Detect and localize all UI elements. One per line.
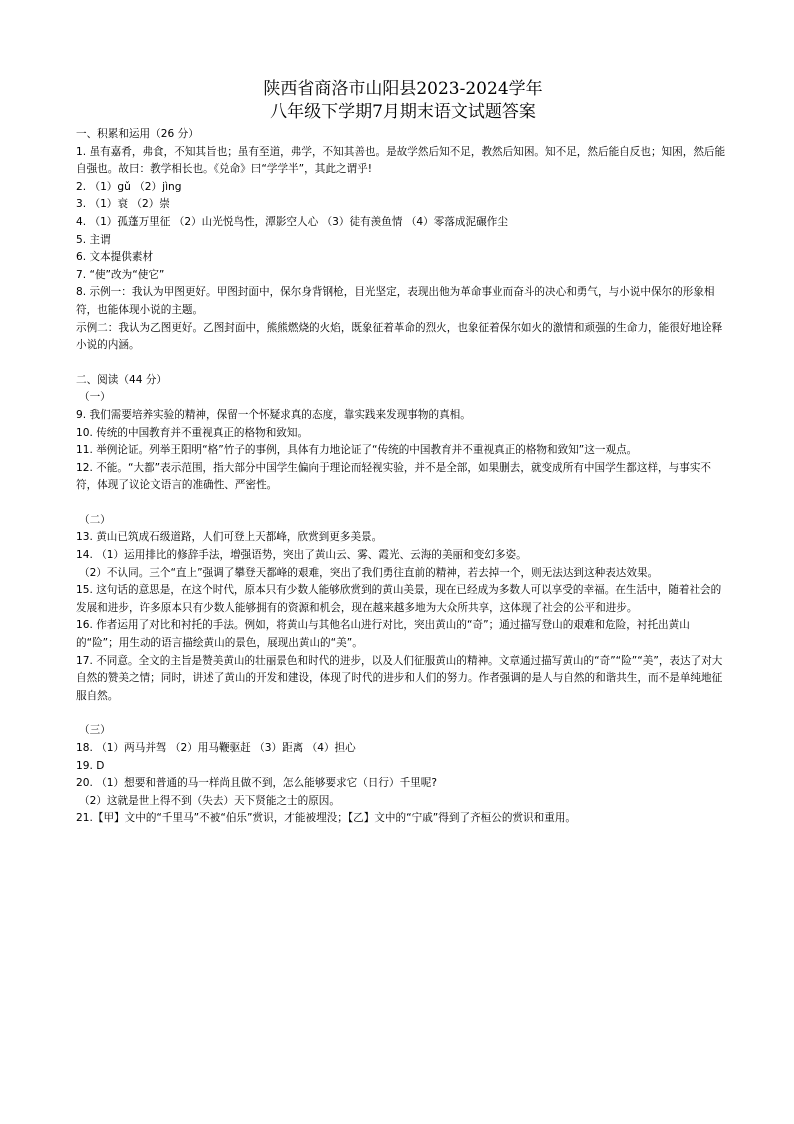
answer-item: 16. 作者运用了对比和衬托的手法。例如，将黄山与其他名山进行对比，突出黄山的“奇”；通过描写登山的艰难和危险，衬托出黄山的“险”；用生动的语言描绘黄山的景色，展现出黄山的“美”。	[76, 619, 690, 650]
section-heading-accumulation: 一、积累和运用（26 分）	[76, 128, 199, 140]
answer-item: 3. （1）衰 （2）崇	[76, 198, 170, 211]
subsection-label-3: （三）	[79, 724, 111, 737]
answer-item: 9. 我们需要培养实验的精神，保留一个怀疑求真的态度，靠实践来发现事物的真相。	[76, 408, 471, 421]
answer-item: 7. “使”改为“使它”	[76, 268, 165, 281]
subsection-label-2: （二）	[79, 513, 111, 526]
answer-item: 5. 主谓	[76, 233, 111, 246]
answer-item: 15. 这句话的意思是，在这个时代，原本只有少数人能够欣赏到的黄山美景，现在已经成为多数人可以享受的幸福。在生活中，随着社会的发展和进步，许多原本只有少数人能够拥有的资源和机会，现在越来越多地为大众所共享，这体现了社会的公平和进步。	[76, 584, 722, 614]
answer-item: 10. 传统的中国教育并不重视真正的格物和致知。	[76, 426, 309, 439]
answer-item: 8. 示例一：我认为甲图更好。甲图封面中，保尔身背钢枪，目光坚定，表现出他为革命事业而奋斗的决心和勇气，与小说中保尔的形象相符，也能体现小说的主题。	[76, 286, 715, 316]
answer-item: 21.【甲】文中的“千里马”不被“伯乐”赏识，才能被埋没；【乙】文中的“宁戚”得到了齐桓公的赏识和重用。	[76, 812, 577, 825]
answer-item: （2）这就是世上得不到（失去）天下贤能之士的原因。	[79, 794, 340, 807]
subsection-label-1: （一）	[79, 391, 111, 404]
spacer	[76, 355, 730, 372]
title-line-1: 陕西省商洛市山阳县2023-2024学年	[263, 79, 543, 99]
answer-item: 17. 不同意。全文的主旨是赞美黄山的壮丽景色和时代的进步，以及人们征服黄山的精神。文章通过描写黄山的“奇”“险”“美”，表达了对大自然的赞美之情；同时，讲述了黄山的开发和建设，体现了时代的进步和人们的努力。作者强调的是人与自然的和谐共生，而不是单纯地征服自然。	[76, 654, 723, 702]
answer-item: （2）不认同。三个“直上”强调了攀登天都峰的艰难，突出了我们勇往直前的精神，若去掉一个，则无法达到这种表达效果。	[79, 566, 659, 579]
section-heading-reading: 二、阅读（44 分）	[76, 373, 168, 386]
spacer	[76, 495, 730, 512]
spacer	[76, 705, 730, 722]
document-title	[76, 78, 730, 124]
answer-item: 12. 不能。“大都”表示范围，指大部分中国学生偏向于理论而轻视实验，并不是全部，如果删去，就变成所有中国学生都这样，与事实不符，体现了议论文语言的准确性、严密性。	[76, 461, 712, 492]
answer-item: 示例二：我认为乙图更好。乙图封面中，熊熊燃烧的火焰，既象征着革命的烈火，也象征着保尔如火的激情和顽强的生命力，能很好地诠释小说的内涵。	[76, 321, 723, 352]
answer-item: 13. 黄山已筑成石级道路，人们可登上天都峰，欣赏到更多美景。	[76, 531, 383, 544]
answer-item: 20. （1）想要和普通的马一样尚且做不到，怎么能够要求它（日行）千里呢?	[76, 777, 437, 790]
answer-item: 11. 举例论证。列举王阳明“格”竹子的事例，具体有力地论证了“传统的中国教育并不重视真正的格物和致知”这一观点。	[76, 444, 638, 457]
answer-item: 1. 虽有嘉肴，弗食，不知其旨也；虽有至道，弗学，不知其善也。是故学然后知不足，教然后知困。知不足，然后能自反也；知困，然后能自强也。故曰：教学相长也。《兑命》曰“学学半”，其此之谓乎!	[76, 145, 726, 176]
answer-item: 18. （1）两马并驾 （2）用马鞭驱赶 （3）距离 （4）担心	[76, 742, 356, 754]
title-line-2: 八年级下学期7月期末语文试题答案	[270, 102, 536, 122]
answer-item: 4. （1）孤蓬万里征 （2）山光悦鸟性，潭影空人心 （3）徒有羡鱼情 （4）零落成泥碾作尘	[76, 215, 508, 228]
answer-item: 6. 文本提供素材	[76, 251, 154, 264]
answer-item: 19. D	[76, 759, 105, 772]
answer-item: 14. （1）运用排比的修辞手法，增强语势，突出了黄山云、雾、霞光、云海的美丽和变幻多姿。	[76, 549, 527, 562]
answer-item: 2. （1）gǔ （2）jìng	[76, 180, 182, 193]
